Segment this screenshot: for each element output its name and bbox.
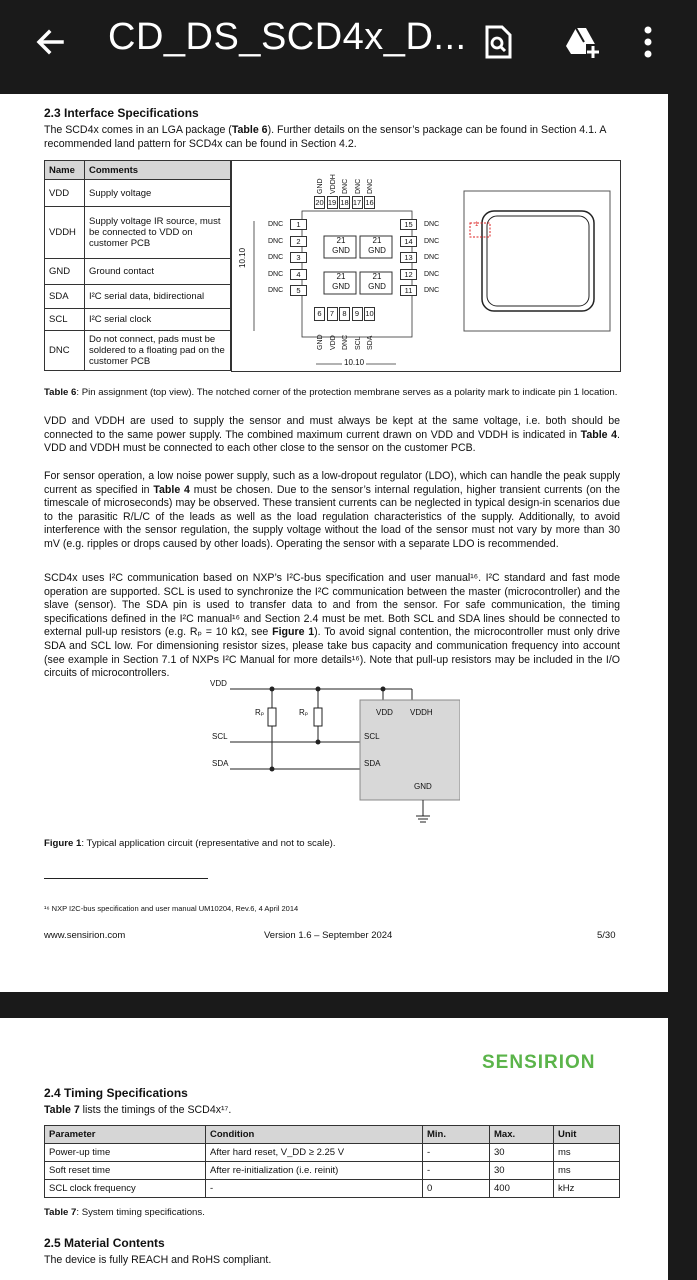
material-text: The device is fully REACH and RoHS compliant. (44, 1254, 272, 1266)
pin-17: 17 (352, 198, 362, 207)
pin-16: 16 (365, 198, 374, 207)
pin-label-bottom-4: SDA (367, 335, 374, 350)
pin-assignment-table: Name Comments VDD Supply voltage VDDH Supply voltage IR source, must be connected to VDD on customer PCB GND Ground contact SDA I²C serial data, bidirectional SCL I²C serial clock DNC Do not connect, pads must be soldered to a floating pad on the customer PCB (44, 160, 231, 371)
circuit-rp1-label: Rₚ (255, 708, 265, 717)
pin-2: 2 (290, 236, 307, 247)
pin-14: 14 (400, 236, 417, 247)
circuit-sda-label: SDA (212, 759, 229, 768)
pin-6: 6 (314, 307, 325, 321)
document-title: CD_DS_SCD4x_D... (108, 16, 467, 58)
add-to-drive-icon[interactable] (562, 22, 602, 62)
pin-label-left-3: DNC (268, 270, 284, 278)
section-heading-timing: 2.4 Timing Specifications (44, 1086, 188, 1100)
footer-version: Version 1.6 – September 2024 (264, 930, 393, 941)
pin-label-left-4: DNC (268, 287, 284, 294)
dim-vertical-label: 10.10 (238, 247, 247, 268)
package-figure (231, 160, 621, 372)
package-drawing (232, 161, 622, 373)
pin-label-left-2: DNC (268, 254, 284, 261)
section-heading-interface: 2.3 Interface Specifications (44, 106, 199, 120)
pin-1: 1 (290, 219, 307, 230)
ic-scl-label: SCL (364, 732, 380, 741)
circuit-drawing (200, 678, 460, 828)
document-page-5[interactable] (0, 94, 668, 992)
pin-19: 19 (327, 198, 337, 207)
pin-9: 9 (352, 307, 363, 321)
more-vert-icon[interactable] (638, 22, 658, 62)
pin-label-right-3: DNC (424, 270, 440, 278)
pin-20: 20 (315, 198, 324, 207)
pin-5: 5 (290, 285, 307, 296)
sensirion-logo: SENSIRION (482, 1052, 596, 1073)
ic-sda-label: SDA (364, 759, 381, 768)
circuit-scl-label: SCL (212, 732, 228, 741)
center-pad-bl: 21 GND (332, 272, 350, 291)
table6-caption: Table 6: Pin assignment (top view). The notched corner of the protection membrane serves as a polarity mark to indicate pin 1 location. (44, 387, 618, 398)
pin-7: 7 (327, 307, 338, 321)
pin-label-top-0: GND (317, 178, 324, 194)
pin-label-top-1: VDDH (329, 174, 337, 194)
pin-8: 8 (339, 307, 350, 321)
pin-label-right-4: DNC (424, 287, 440, 294)
footer-page-number: 5/30 (597, 930, 616, 941)
paragraph-i2c: SCD4x uses I²C communication based on NXP’s I²C-bus specification and user manual¹⁶. I²C standard and fast mode operation are supported. SCL is used to synchronize the I²C communication between the master (microcontroller) and the slave (sensor). The SDA pin is used to transfer data to and from the sensor. For safe communication, the timing specifications defined in the I²C manual¹⁶ and Section 2.4 must be met. Both SCL and SDA lines should be connected to external pull-up resistors (e.g. Rₚ = 10 kΩ, see Figure 1). To avoid signal contention, the microcontroller must only drive SDA and SCL low. For dimensioning resistor sizes, please take bus capacity and communication frequency into account (see example in Section 7.1 of NXPs I²C Manual for more details¹⁶). Note that pull-up resistors may be included in the I/O circuits of microcontrollers. (44, 572, 620, 680)
pin-label-top-2: DNC (342, 178, 349, 194)
footnote-divider (44, 878, 208, 879)
ic-vdd-label: VDD (376, 708, 393, 717)
table-row: Soft reset time After re-initialization (i.e. reinit) - 30 ms (45, 1162, 620, 1180)
center-pad-tr: 21 GND (368, 236, 386, 255)
section-heading-material: 2.5 Material Contents (44, 1236, 165, 1250)
center-pad-br: 21 GND (368, 272, 386, 291)
pin-label-top-4: DNC (367, 178, 374, 194)
pin-13: 13 (400, 252, 417, 263)
timing-table: Parameter Condition Min. Max. Unit Power-up time After hard reset, V_DD ≥ 2.25 V - 30 ms Soft reset time After re-initialization (i.e. reinit) - 30 ms SCL clock frequency - 0 400 kHz (44, 1125, 620, 1198)
circuit-vdd-label: VDD (210, 679, 227, 688)
search-document-icon[interactable] (478, 22, 518, 62)
dim-horizontal-label: 10.10 (344, 358, 365, 367)
app-top-bar (0, 0, 697, 88)
paragraph-power-supply: For sensor operation, a low noise power supply, such as a low-dropout regulator (LDO), which can handle the peak supply current as specified in Table 4 must be chosen. Due to the sensor’s internal regulation, higher transient currents (on the timescale of microseconds) may be observed. These transient currents can be neglected in typical design-in scenarios due to the parasitic R/L/C of the leads as well as the load regulation characteristics of the supply. Additionally, to avoid interference with the sensor regulation, the supply voltage without the load of the sensor must not vary by more than 30 mV (e.g. ripples or drops caused by other loads). Operating the sensor with a separate LDO is recommended. (44, 470, 620, 550)
figure1-caption: Figure 1: Typical application circuit (representative and not to scale). (44, 838, 336, 849)
pin-10: 10 (364, 307, 375, 321)
pin-15: 15 (400, 219, 417, 230)
footer-website: www.sensirion.com (44, 930, 126, 941)
pin-4: 4 (290, 269, 307, 280)
pin-label-right-2: DNC (424, 254, 440, 261)
pin-label-bottom-3: SCL (354, 336, 362, 350)
table-row: Power-up time After hard reset, V_DD ≥ 2.25 V - 30 ms (45, 1144, 620, 1162)
pin-label-bottom-0: GND (317, 334, 324, 350)
paragraph-vdd: VDD and VDDH are used to supply the sensor and must always be kept at the same voltage, i.e. both should be connected to the same power supply. The combined maximum current drawn on VDD and VDDH is indicated in Table 4. VDD and VDDH must be connected to each other close to the sensor on the customer PCB. (44, 415, 620, 455)
pin-label-top-3: DNC (354, 178, 362, 194)
pin-label-left-0: DNC (268, 221, 284, 228)
pin-11: 11 (400, 285, 417, 296)
pin-label-right-0: DNC (424, 221, 440, 228)
interface-intro: The SCD4x comes in an LGA package (Table 6). Further details on the sensor’s package can be found in Section 4.1. A recommended land pattern for SCD4x can be found in Section 4.2. (44, 124, 606, 150)
pin-label-bottom-1: VDD (329, 335, 337, 350)
ic-gnd-label: GND (414, 782, 432, 791)
center-pad-tl: 21 GND (332, 236, 350, 255)
application-circuit-figure (200, 678, 460, 828)
pin-3: 3 (290, 252, 307, 263)
pin-label-left-1: DNC (268, 237, 284, 245)
pin-12: 12 (400, 269, 417, 280)
pin1-mark: 1 (475, 222, 479, 228)
pin-18: 18 (340, 198, 349, 207)
pin-label-right-1: DNC (424, 237, 440, 245)
footnote-16: ¹⁶ NXP I2C-bus specification and user manual UM10204, Rev.6, 4 April 2014 (44, 904, 299, 913)
ic-vddh-label: VDDH (410, 708, 433, 717)
table-row: SCL clock frequency - 0 400 kHz (45, 1180, 620, 1198)
timing-intro: Table 7 lists the timings of the SCD4x¹⁷. (44, 1104, 232, 1116)
circuit-rp2-label: Rₚ (299, 708, 309, 717)
back-arrow-icon[interactable] (30, 22, 70, 62)
pin-label-bottom-2: DNC (342, 334, 349, 350)
document-page-6[interactable] (0, 1018, 668, 1280)
table7-caption: Table 7: System timing specifications. (44, 1207, 205, 1218)
